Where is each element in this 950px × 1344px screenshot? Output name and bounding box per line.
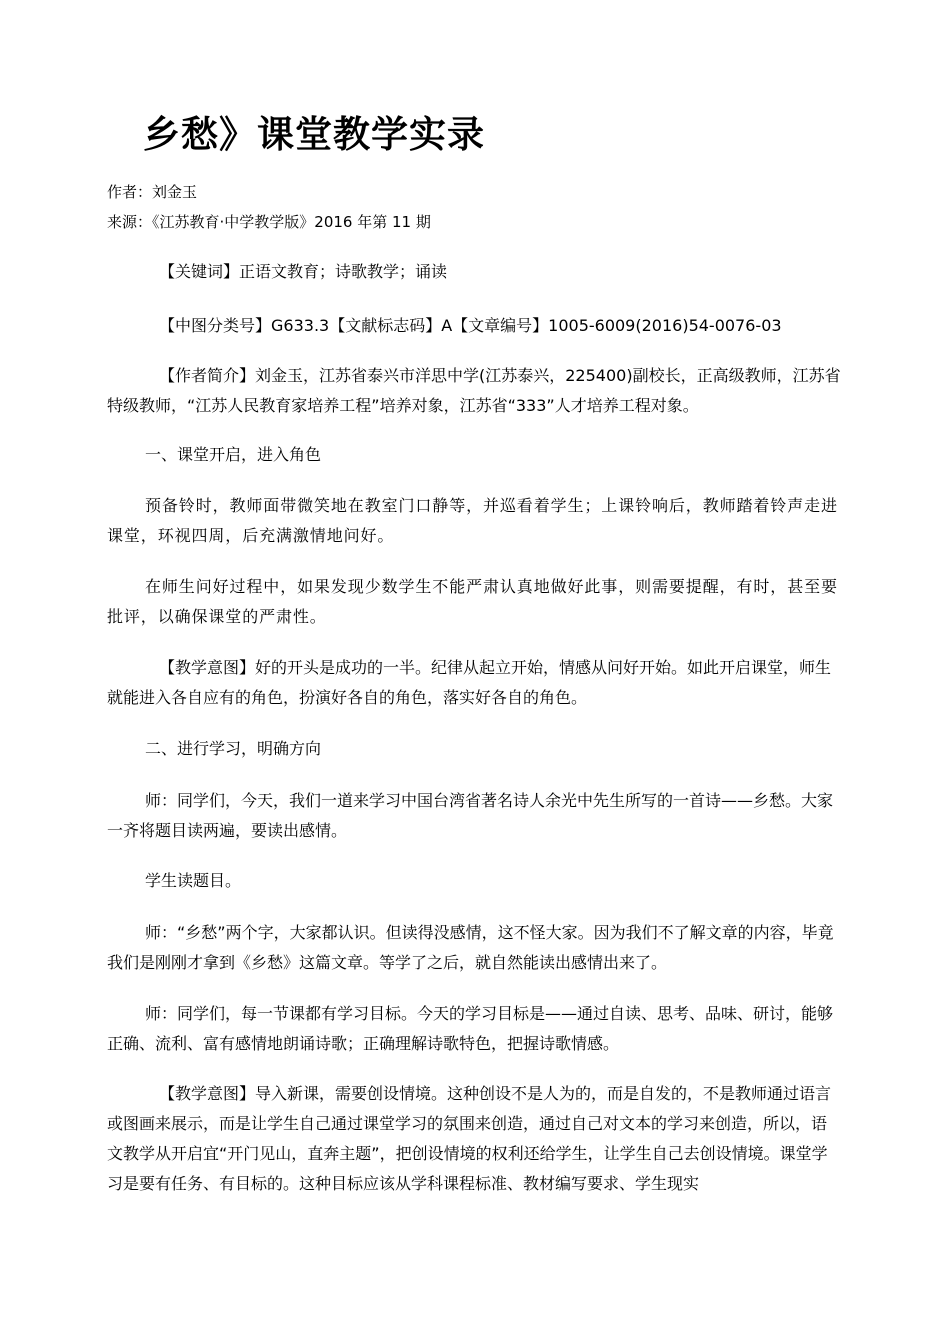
teaching-intent-paragraph-1: 【教学意图】好的开头是成功的一半。纪律从起立开始，情感从问好开始。如此开启课堂，师生就能进入各自应有的角色，扮演好各自的角色，落实好各自的角色。 [107,658,832,707]
page-title: 乡愁》课堂教学实录 [143,113,485,156]
section-heading-2: 二、进行学习，明确方向 [145,739,322,758]
body-paragraph-6: 师：“乡愁”两个字，大家都认识。但读得没感情，这不怪大家。因为我们不了解文章的内容，毕竟我们是刚刚才拿到《乡愁》这篇文章。等学了之后，就自然能读出感情出来了。 [107,923,834,972]
author-bio-paragraph: 【作者简介】刘金玉，江苏省泰兴市洋思中学(江苏泰兴，225400)副校长，正高级教师，江苏省特级教师，“江苏人民教育家培养工程”培养对象，江苏省“333”人才培养工程对象。 [107,366,841,415]
teaching-intent-paragraph-2: 【教学意图】导入新课，需要创设情境。这种创设不是人为的，而是自发的，不是教师通过语言或图画来展示，而是让学生自己通过课堂学习的氛围来创造，通过自己对文本的学习来创造，所以，语文教学从开启宜“开门见山，直奔主题”，把创设情境的权利还给学生，让学生自己去创设情境。课堂学习是要有任务、有目标的。这种目标应该从学科课程标准、教材编写要求、学生现实 [107,1084,832,1193]
body-paragraph-5: 学生读题目。 [145,871,242,890]
body-paragraph-2: 在师生问好过程中，如果发现少数学生不能严肃认真地做好此事，则需要提醒，有时，甚至要批评，以确保课堂的严肃性。 [107,577,838,626]
body-paragraph-1: 预备铃时，教师面带微笑地在教室门口静等，并巡看着学生；上课铃响后，教师踏着铃声走进课堂，环视四周，后充满激情地问好。 [107,496,838,545]
source-line: 来源：《江苏教育·中学教学版》2016 年第 11 期 [107,213,431,231]
section-heading-1: 一、课堂开启，进入角色 [145,445,322,464]
classification-paragraph: 【中图分类号】G633.3【文献标志码】A【文章编号】1005-6009(2016)54-0076-03 [159,316,782,335]
body-paragraph-7: 师：同学们，每一节课都有学习目标。今天的学习目标是——通过自读、思考、品味、研讨，能够正确、流利、富有感情地朗诵诗歌；正确理解诗歌特色，把握诗歌情感。 [107,1004,834,1053]
author-line: 作者：刘金玉 [107,183,198,201]
body-paragraph-4: 师：同学们，今天，我们一道来学习中国台湾省著名诗人余光中先生所写的一首诗——乡愁。大家一齐将题目读两遍，要读出感情。 [107,791,834,840]
keywords-paragraph: 【关键词】正语文教育；诗歌教学；诵读 [159,262,448,281]
